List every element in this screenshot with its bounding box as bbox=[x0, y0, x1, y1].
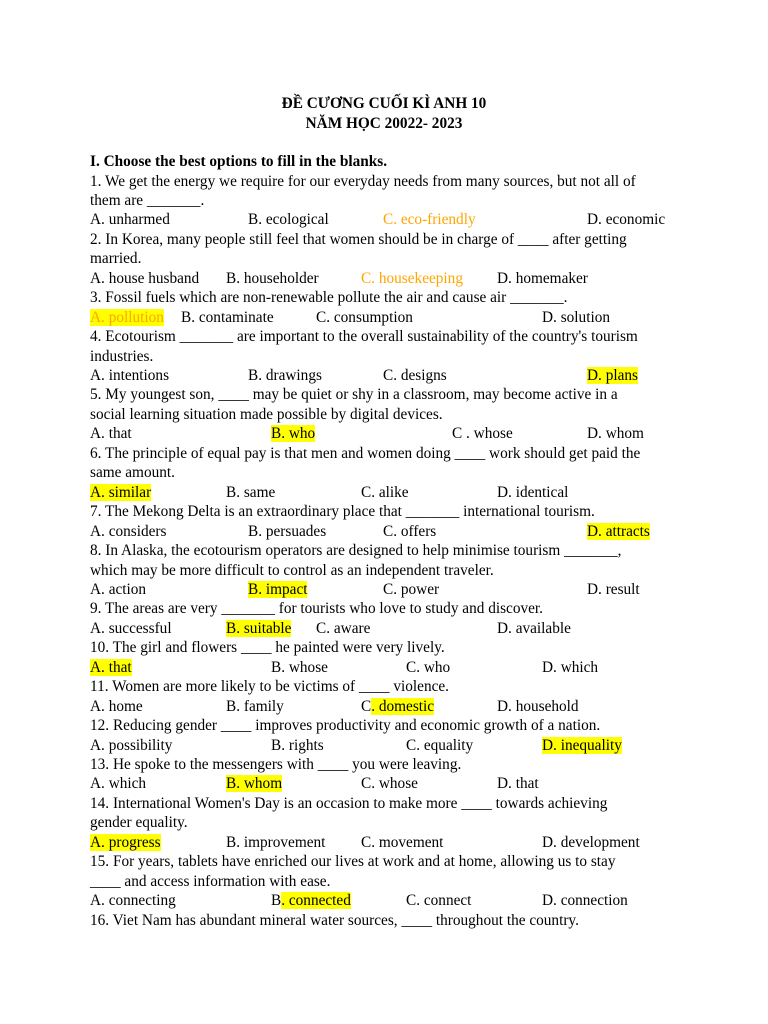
answer-option bbox=[226, 269, 319, 288]
answer-option bbox=[587, 522, 650, 541]
question-text: 12. Reducing gender ____ improves productivity and economic growth of a nation. bbox=[90, 717, 601, 735]
answer-option bbox=[383, 210, 476, 229]
answer-option bbox=[90, 697, 143, 716]
question-text: same amount. bbox=[90, 464, 175, 482]
answer-option bbox=[406, 658, 450, 677]
answer-option bbox=[181, 308, 274, 327]
option-text: A. successful bbox=[90, 619, 172, 637]
highlighted-answer: C. eco-friendly bbox=[383, 211, 476, 229]
option-text: A. unharmed bbox=[90, 211, 170, 229]
option-text: C. offers bbox=[383, 522, 437, 540]
answer-option bbox=[587, 210, 665, 229]
question-text: 1. We get the energy we require for our everyday needs from many sources, but not all of bbox=[90, 172, 636, 190]
option-text: B. contaminate bbox=[181, 308, 274, 326]
answer-option bbox=[226, 833, 325, 852]
question-text: industries. bbox=[90, 347, 154, 365]
highlighted-answer: B. impact bbox=[248, 580, 308, 598]
answer-option bbox=[248, 522, 326, 541]
option-text: D. solution bbox=[542, 308, 610, 326]
option-text: C. alike bbox=[361, 483, 409, 501]
option-text: B. drawings bbox=[248, 367, 322, 384]
option-text: A. connecting bbox=[90, 892, 176, 910]
answer-option bbox=[497, 619, 571, 638]
answer-option bbox=[542, 658, 598, 677]
option-text: B. ecological bbox=[248, 211, 329, 229]
answer-option bbox=[90, 366, 169, 385]
highlighted-answer: B. suitable bbox=[226, 619, 292, 637]
option-text: A. house husband bbox=[90, 269, 200, 287]
option-text: A. that bbox=[90, 425, 132, 443]
option-text: C. connect bbox=[406, 892, 472, 910]
option-text: A. possibility bbox=[90, 736, 173, 754]
option-text: D. homemaker bbox=[497, 269, 588, 287]
option-text: A. home bbox=[90, 697, 143, 715]
option-text: D. whom bbox=[587, 425, 644, 443]
highlighted-answer: A. that bbox=[90, 658, 132, 676]
option-text: C. whose bbox=[361, 775, 418, 793]
option-text: C. who bbox=[406, 658, 451, 676]
answer-option bbox=[497, 774, 539, 793]
option-text: D. available bbox=[497, 619, 571, 637]
question-text: 10. The girl and flowers ____ he painted were very lively. bbox=[90, 639, 445, 657]
answer-option bbox=[90, 891, 176, 910]
question-text: 16. Viet Nam has abundant mineral water sources, ____ throughout the country. bbox=[90, 911, 579, 929]
answer-option bbox=[361, 269, 463, 288]
answer-option bbox=[90, 308, 164, 327]
answer-option bbox=[452, 424, 513, 443]
question-text: 4. Ecotourism _______ are important to the overall sustainability of the country's tourism bbox=[90, 328, 638, 346]
question-text: 5. My youngest son, ____ may be quiet or shy in a classroom, may become active in a bbox=[90, 386, 618, 404]
answer-option bbox=[587, 580, 640, 599]
highlighted-answer: A. pollution bbox=[90, 308, 164, 326]
option-text: A. which bbox=[90, 775, 147, 793]
option-text: B. same bbox=[226, 483, 276, 501]
option-letter: C bbox=[361, 697, 372, 715]
option-text: A. considers bbox=[90, 522, 167, 540]
answer-option bbox=[406, 736, 473, 755]
option-text: D. which bbox=[542, 658, 599, 676]
question-text: ____ and access information with ease. bbox=[90, 872, 331, 890]
option-text: C. designs bbox=[383, 367, 447, 384]
answer-option bbox=[497, 269, 588, 288]
answer-option bbox=[542, 736, 622, 755]
highlighted-answer: D. plans bbox=[587, 367, 638, 384]
question-text: social learning situation made possible by digital devices. bbox=[90, 405, 443, 423]
option-text: C. equality bbox=[406, 736, 474, 754]
option-text: C. consumption bbox=[316, 308, 413, 326]
option-text: A. action bbox=[90, 580, 147, 598]
highlighted-answer: C. housekeeping bbox=[361, 269, 463, 287]
answer-option bbox=[383, 366, 447, 385]
answer-option bbox=[361, 833, 443, 852]
answer-option bbox=[90, 269, 199, 288]
answer-option bbox=[90, 774, 146, 793]
question-text: 3. Fossil fuels which are non-renewable pollute the air and cause air _______. bbox=[90, 289, 568, 307]
option-text: B. family bbox=[226, 697, 284, 715]
answer-option bbox=[248, 210, 329, 229]
highlighted-answer: . connected bbox=[281, 892, 351, 910]
answer-option bbox=[226, 774, 282, 793]
answer-option bbox=[497, 483, 568, 502]
answer-option bbox=[90, 424, 132, 443]
question-text: 11. Women are more likely to be victims of ____ violence. bbox=[90, 678, 450, 696]
answer-option bbox=[90, 658, 132, 677]
option-text: D. household bbox=[497, 697, 579, 715]
option-text: B. rights bbox=[271, 736, 324, 754]
option-text: A. intentions bbox=[90, 367, 170, 384]
highlighted-answer: B. whom bbox=[226, 775, 283, 793]
answer-option bbox=[90, 580, 146, 599]
question-text: gender equality. bbox=[90, 814, 188, 832]
option-text: D. that bbox=[497, 775, 539, 793]
answer-option bbox=[542, 891, 628, 910]
answer-option bbox=[226, 483, 275, 502]
highlighted-answer: B. who bbox=[271, 425, 316, 443]
option-text: D. result bbox=[587, 580, 640, 598]
answer-option bbox=[90, 736, 172, 755]
option-text: B. whose bbox=[271, 658, 328, 676]
answer-option bbox=[361, 483, 409, 502]
option-text: B. improvement bbox=[226, 833, 326, 851]
question-text: 15. For years, tablets have enriched our lives at work and at home, allowing us to stay bbox=[90, 853, 616, 871]
highlighted-answer: D. inequality bbox=[542, 736, 622, 754]
question-text: 9. The areas are very _______ for tourists who love to study and discover. bbox=[90, 600, 543, 618]
answer-option bbox=[271, 658, 328, 677]
answer-option bbox=[361, 697, 434, 716]
answer-option bbox=[90, 210, 170, 229]
question-text: 7. The Mekong Delta is an extraordinary place that _______ international tourism. bbox=[90, 503, 595, 521]
answer-option bbox=[271, 424, 315, 443]
option-letter: B bbox=[271, 892, 282, 910]
answer-option bbox=[587, 366, 638, 385]
answer-option bbox=[271, 891, 351, 910]
answer-option bbox=[271, 736, 324, 755]
answer-option bbox=[497, 697, 579, 716]
option-text: B. householder bbox=[226, 269, 319, 287]
highlighted-answer: D. attracts bbox=[587, 522, 650, 540]
option-text: C. movement bbox=[361, 833, 444, 851]
question-text: married. bbox=[90, 250, 142, 268]
answer-option bbox=[90, 522, 166, 541]
answer-option bbox=[248, 366, 322, 385]
answer-option bbox=[90, 619, 172, 638]
option-text: C. power bbox=[383, 580, 440, 598]
option-text: C . whose bbox=[452, 425, 513, 443]
answer-option bbox=[248, 580, 307, 599]
answer-option bbox=[587, 424, 644, 443]
answer-option bbox=[316, 308, 413, 327]
answer-option bbox=[90, 833, 161, 852]
question-text: 8. In Alaska, the ecotourism operators are designed to help minimise tourism _______, bbox=[90, 542, 622, 560]
answer-option bbox=[383, 580, 439, 599]
document-subtitle: NĂM HỌC 20022- 2023 bbox=[305, 115, 463, 132]
option-text: C. aware bbox=[316, 619, 371, 637]
question-text: 14. International Women's Day is an occasion to make more ____ towards achieving bbox=[90, 794, 608, 812]
option-text: D. economic bbox=[587, 211, 666, 229]
document-title: ĐỀ CƯƠNG CUỐI KÌ ANH 10 bbox=[281, 95, 487, 112]
question-text: 6. The principle of equal pay is that men and women doing ____ work should get paid the bbox=[90, 444, 641, 462]
section-heading: I. Choose the best options to fill in the blanks. bbox=[90, 153, 388, 170]
answer-option bbox=[316, 619, 370, 638]
answer-option bbox=[406, 891, 471, 910]
question-text: 13. He spoke to the messengers with ____ you were leaving. bbox=[90, 756, 462, 773]
highlighted-answer: . domestic bbox=[371, 697, 435, 715]
highlighted-answer: A. progress bbox=[90, 833, 161, 851]
question-text: which may be more difficult to control as an independent traveler. bbox=[90, 561, 494, 579]
answer-option bbox=[383, 522, 436, 541]
option-text: D. connection bbox=[542, 892, 628, 910]
question-text: them are _______. bbox=[90, 191, 205, 209]
option-text: D. development bbox=[542, 833, 640, 851]
answer-option bbox=[90, 483, 151, 502]
option-text: D. identical bbox=[497, 483, 569, 501]
answer-option bbox=[542, 833, 640, 852]
option-text: B. persuades bbox=[248, 522, 327, 540]
highlighted-answer: A. similar bbox=[90, 483, 152, 501]
question-text: 2. In Korea, many people still feel that women should be in charge of ____ after getting bbox=[90, 230, 627, 248]
answer-option bbox=[361, 774, 418, 793]
answer-option bbox=[542, 308, 610, 327]
answer-option bbox=[226, 697, 284, 716]
answer-option bbox=[226, 619, 291, 638]
